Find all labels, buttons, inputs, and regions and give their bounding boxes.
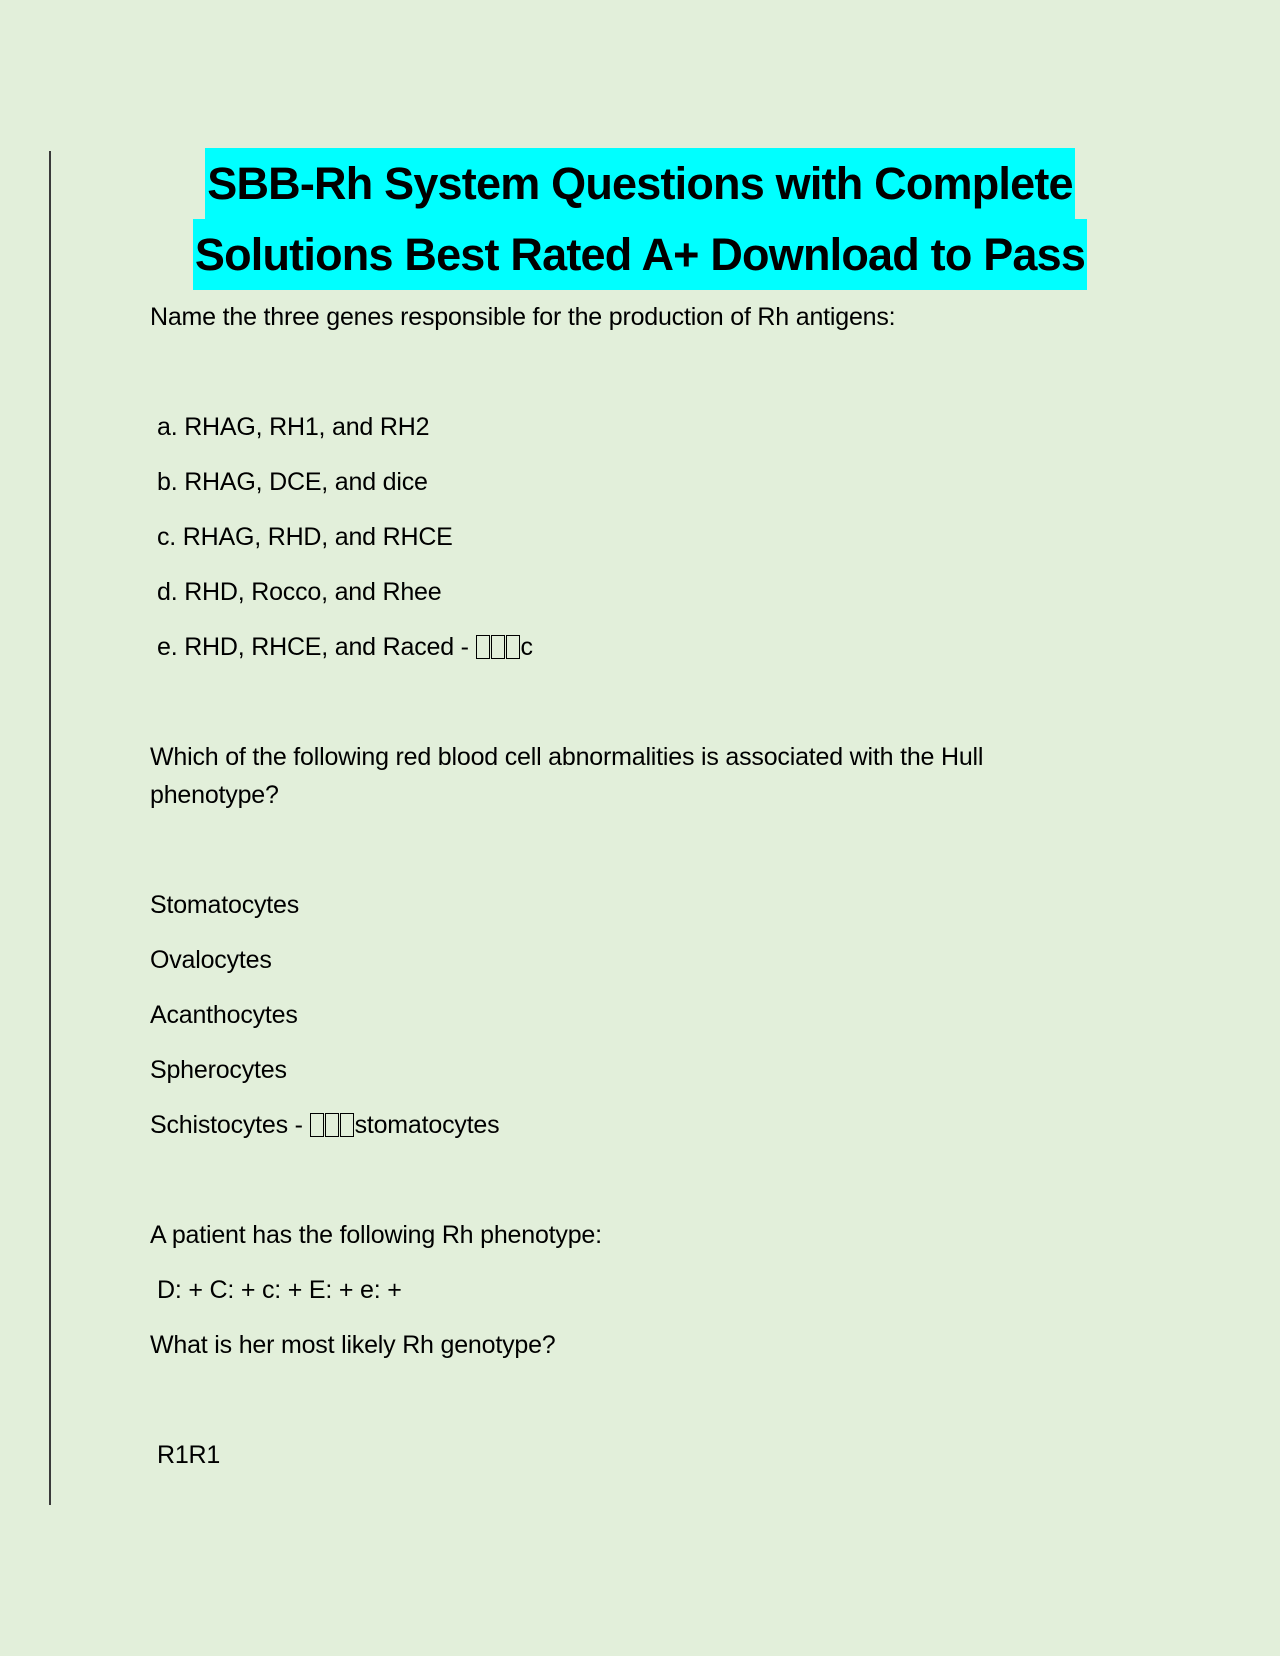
q2-answer: stomatocytes (354, 1111, 500, 1139)
margin-rule (49, 151, 51, 1505)
q1-option-b: b. RHAG, DCE, and dice (157, 468, 428, 496)
title-line-1: SBB-Rh System Questions with Complete (205, 148, 1075, 219)
q3-phenotype: D: + C: + c: + E: + e: + (157, 1276, 402, 1304)
document-body (150, 148, 1130, 1474)
missing-glyph-icon (476, 635, 490, 659)
q2-option-5-answer (150, 1106, 1130, 1144)
q1-prompt: Name the three genes responsible for the production of Rh antigens: (150, 303, 896, 331)
q1-option-e-answer (150, 628, 1130, 666)
q1-option-c: c. RHAG, RHD, and RHCE (157, 523, 453, 551)
q1-option-a: a. RHAG, RH1, and RH2 (157, 413, 430, 441)
q3-prompt: A patient has the following Rh phenotype: (150, 1221, 602, 1249)
q2-option-5: Schistocytes - (150, 1111, 310, 1139)
q2-option-4: Spherocytes (150, 1056, 287, 1084)
q2-prompt: Which of the following red blood cell abnormalities is associated with the Hull phenotype? (150, 743, 984, 809)
q3-answer: R1R1 (157, 1441, 221, 1469)
q2-option-3: Acanthocytes (150, 1001, 298, 1029)
missing-glyph-icon (491, 635, 505, 659)
title-line-2: Solutions Best Rated A+ Download to Pass (193, 219, 1087, 290)
q1-option-e: e. RHD, RHCE, and Raced - (157, 633, 476, 661)
missing-glyph-icon (325, 1113, 339, 1137)
q2-option-2: Ovalocytes (150, 946, 272, 974)
missing-glyph-icon (506, 635, 520, 659)
document-title (150, 148, 1130, 290)
q1-answer: c (520, 633, 533, 661)
q3-question: What is her most likely Rh genotype? (150, 1331, 556, 1359)
missing-glyph-icon (310, 1113, 324, 1137)
missing-glyph-icon (340, 1113, 354, 1137)
q1-option-d: d. RHD, Rocco, and Rhee (157, 578, 442, 606)
q2-option-1: Stomatocytes (150, 891, 300, 919)
